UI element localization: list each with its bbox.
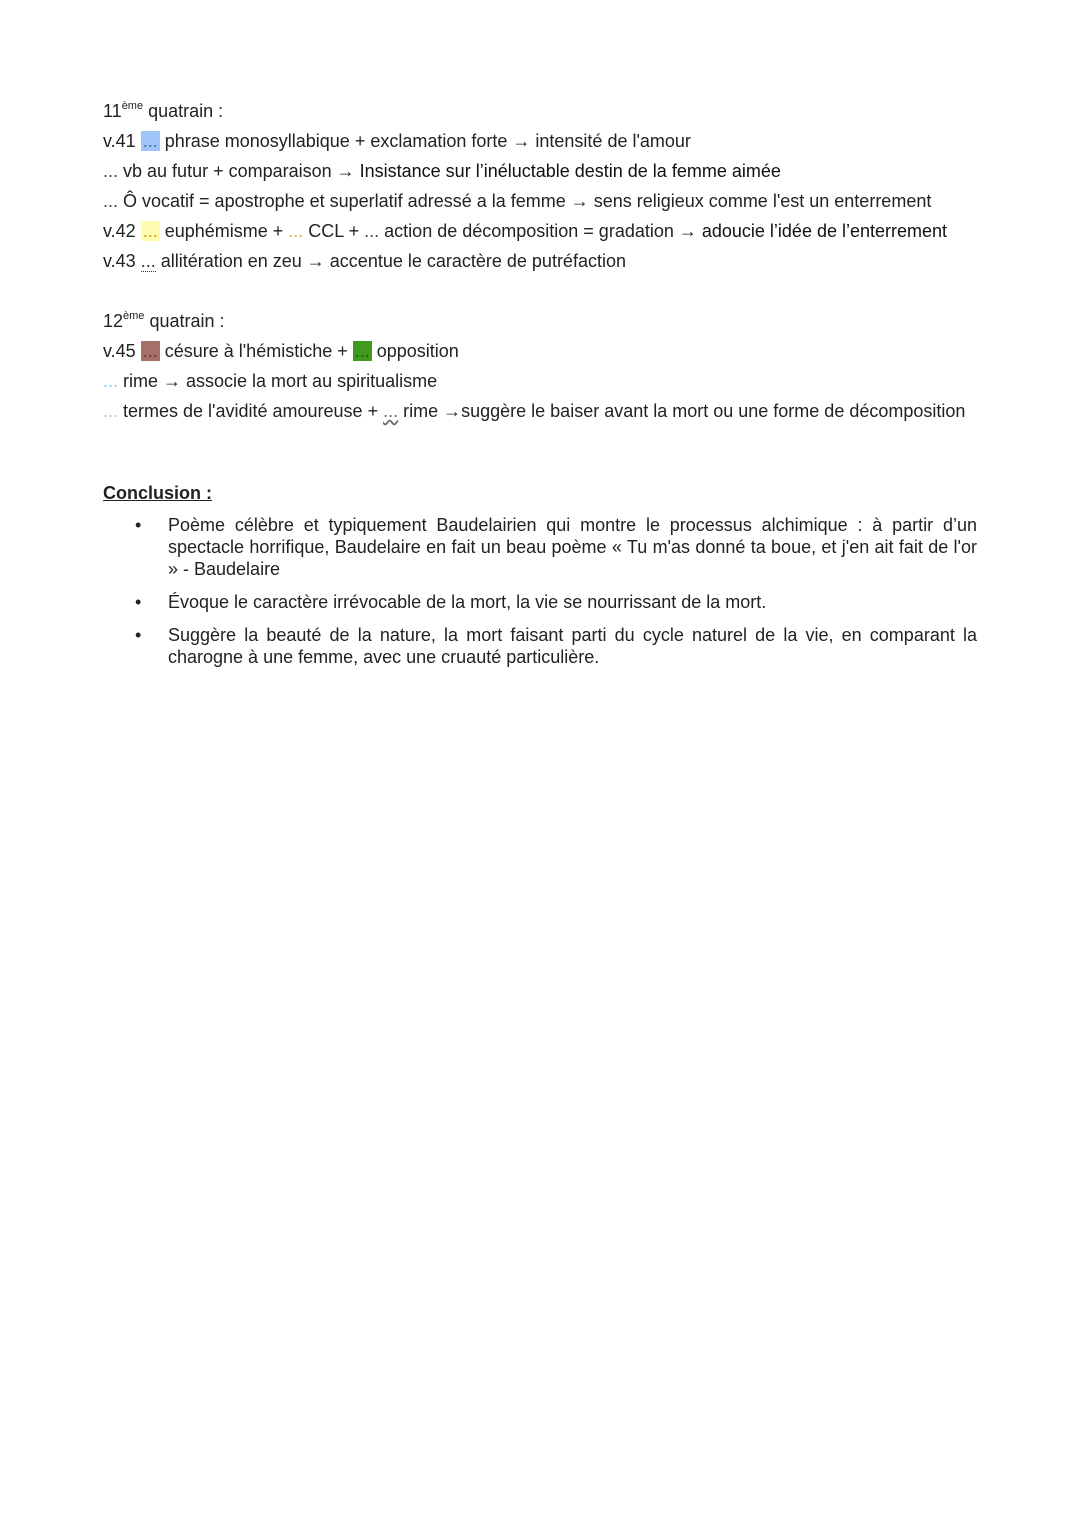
annotation-text: rime →suggère le baiser avant la mort ou une forme de décomposition (398, 401, 966, 421)
dotted-underline-marker: ... (140, 251, 156, 271)
quatrain-12-section (103, 310, 977, 422)
plain-dots-marker: ... (364, 221, 380, 241)
annotation-text: phrase monosyllabique + exclamation forte → intensité de l'amour (159, 131, 691, 151)
verse-41-line (103, 130, 977, 152)
verse-42-line (103, 220, 977, 242)
bullet-icon: • (135, 515, 142, 535)
list-item (103, 514, 977, 580)
verse-43-line (103, 250, 977, 272)
list-item-text: Évoque le caractère irrévocable de la mort, la vie se nourrissant de la mort. (168, 592, 767, 612)
verse-ref: v.41 (103, 131, 141, 151)
faint-dots-marker: ... (288, 221, 304, 241)
quatrain-12-title (103, 310, 977, 332)
annotation-text: termes de l'avidité amoureuse + (118, 401, 384, 421)
title-number: 12 (103, 311, 124, 331)
document-page (103, 100, 977, 679)
title-superscript: ème (123, 310, 145, 322)
annotation-text: allitération en zeu → accentue le caractère de putréfaction (155, 251, 626, 271)
list-item-text: Poème célèbre et typiquement Baudelairien qui montre le processus alchimique : à partir d’un spectacle horrifique, Baudelaire en fait un beau poème « Tu m'as donné ta boue, et j'en ait fait de l'or » - Baudelaire (168, 515, 977, 579)
cyan-dots-marker: ... (103, 371, 119, 391)
annotation-text: césure à l'hémistiche + (159, 341, 353, 361)
plain-dots-marker: ... (103, 161, 119, 181)
bullet-icon: • (135, 592, 142, 612)
annotation-emphasis-text: adoucie l’idée de l’enterrement (701, 221, 948, 241)
yellow-highlight-marker: ... (142, 221, 158, 241)
verse-45-line (103, 340, 977, 362)
bullet-icon: • (135, 625, 142, 645)
gray-dots-marker: ... (103, 401, 119, 421)
title-text: quatrain : (144, 311, 225, 331)
green-highlight-marker: ... (354, 341, 370, 361)
future-verb-line (103, 160, 977, 182)
plain-dots-marker: ... (103, 191, 119, 211)
conclusion-heading: Conclusion : (103, 483, 212, 503)
title-superscript: ème (121, 100, 144, 112)
conclusion-list (103, 514, 977, 668)
quatrain-11-title (103, 100, 977, 122)
annotation-text: euphémisme + (159, 221, 289, 241)
avidity-line (103, 400, 977, 422)
verse-ref: v.42 (103, 221, 141, 241)
title-number: 11 (103, 101, 122, 121)
verse-ref: v.45 (103, 341, 141, 361)
verse-ref: v.43 (103, 251, 141, 271)
annotation-text: rime → associe la mort au spiritualisme (118, 371, 438, 391)
brown-highlight-marker: ... (142, 341, 158, 361)
annotation-text: vb au futur + comparaison → (118, 161, 360, 181)
conclusion-section (103, 482, 977, 668)
wavy-underline-marker: ... (383, 401, 399, 421)
list-item (103, 591, 977, 613)
list-item (103, 624, 977, 668)
annotation-text: CCL + (303, 221, 365, 241)
vocatif-line (103, 190, 977, 212)
section-spacer (103, 430, 977, 482)
quatrain-11-section (103, 100, 977, 272)
annotation-text: action de décomposition = gradation → (379, 221, 702, 241)
annotation-text: Ô vocatif = apostrophe et superlatif adressé a la femme → sens religieux comme l'est un enterrement (118, 191, 932, 211)
annotation-text: opposition (371, 341, 459, 361)
annotation-emphasis-text: Insistance sur l’inéluctable destin de la femme aimée (359, 161, 781, 181)
title-text: quatrain : (143, 101, 224, 121)
blue-highlight-marker: ... (142, 131, 158, 151)
list-item-text: Suggère la beauté de la nature, la mort faisant parti du cycle naturel de la vie, en comparant la charogne à une femme, avec une cruauté particulière. (168, 625, 977, 667)
section-spacer (103, 280, 977, 310)
rhyme-spiritualism-line (103, 370, 977, 392)
